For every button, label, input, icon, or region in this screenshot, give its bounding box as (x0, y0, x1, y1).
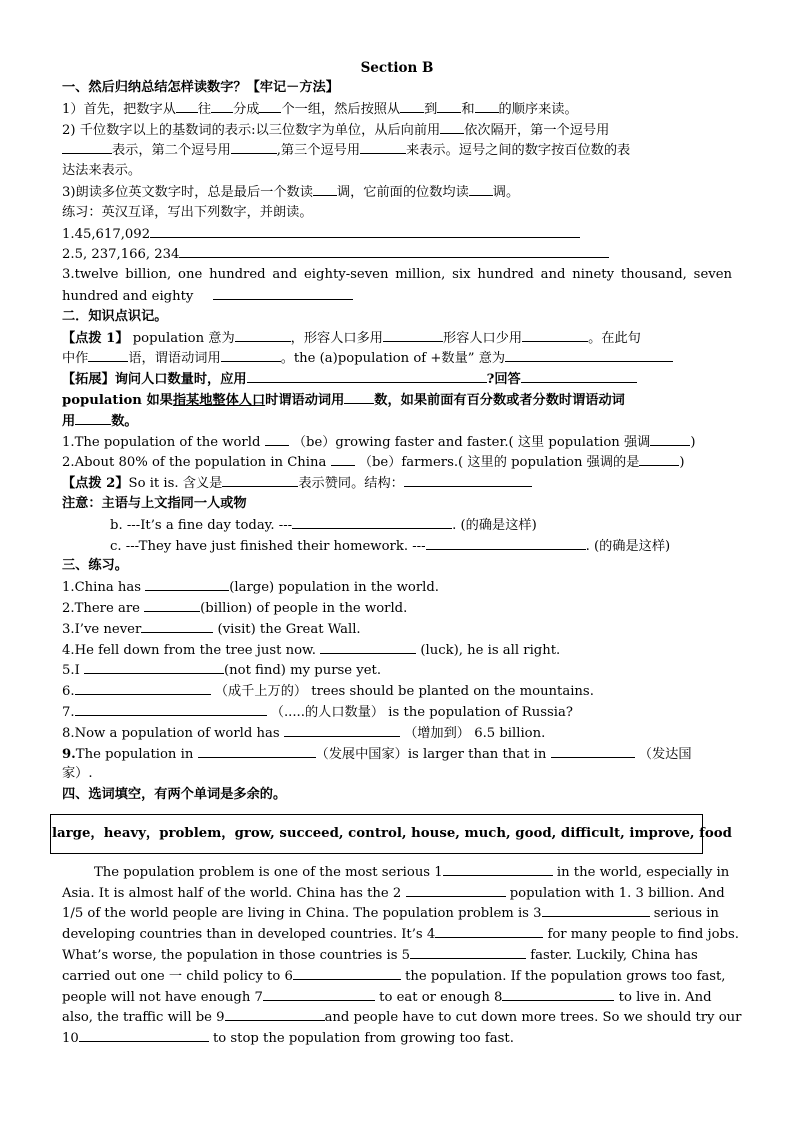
worksheet (52, 58, 742, 1049)
blank[interactable] (505, 348, 673, 362)
section-3-heading: 三、练习。 (62, 558, 128, 574)
method-line-2b: 表示，第二个逗号用 ,第三个逗号用 来表示。逗号之间的数字按百位数的表 (62, 140, 732, 161)
passage-line-2: Asia. It is almost half of the world. China has the 2 population with 1. 3 billion. And (62, 883, 732, 904)
blank[interactable] (344, 390, 374, 404)
blank[interactable] (293, 966, 401, 980)
blank[interactable] (639, 452, 679, 466)
note-line: 注意：主语与上文指同一人或物 (62, 495, 247, 511)
blank[interactable] (426, 536, 586, 550)
blank[interactable] (225, 1007, 325, 1021)
practice-instruction: 练习：英汉互译，写出下列数字，并朗读。 (62, 204, 313, 220)
blank[interactable] (263, 987, 375, 1001)
blank[interactable] (521, 369, 637, 383)
blank[interactable] (235, 328, 291, 342)
blank[interactable] (75, 681, 211, 695)
section-4-heading: 四、选词填空，有两个单词是多余的。 (62, 787, 287, 803)
blank[interactable] (221, 348, 281, 362)
practice-q2: 2.5, 237,166, 234 (62, 244, 732, 265)
blank[interactable] (404, 473, 532, 487)
passage-line-6: carried out one 一 child policy to 6 the population. If the population grows too fast, (62, 966, 732, 987)
passage-line-3: 1/5 of the world people are living in China. The population problem is 3 serious in (62, 903, 732, 924)
example-2: 2.About 80% of the population in China （be）farmers.( 这里的 population 强调的是 ) (62, 452, 732, 473)
blank[interactable] (435, 924, 543, 938)
blank[interactable] (198, 744, 316, 758)
blank[interactable] (331, 452, 355, 466)
blank[interactable] (144, 598, 200, 612)
answer-line[interactable] (179, 244, 609, 258)
blank[interactable] (231, 140, 277, 154)
blank[interactable] (313, 182, 337, 196)
exercise-5: 5.I (not find) my purse yet. (62, 660, 732, 681)
blank[interactable] (88, 348, 128, 362)
exercise-9b: 家）. (62, 766, 93, 782)
page-title: Section B (360, 60, 434, 76)
blank[interactable] (551, 744, 635, 758)
blank[interactable] (320, 640, 416, 654)
blank[interactable] (410, 945, 526, 959)
blank[interactable] (475, 99, 499, 113)
passage-line-5: What’s worse, the population in those countries is 5 faster. Luckily, China has (62, 945, 732, 966)
exercise-1: 1.China has (large) population in the world. (62, 577, 732, 598)
extension-line-2: population 如果指某地整体人口时谓语动词用 数，如果前面有百分数或者分数时谓语动词 (62, 390, 732, 411)
exercise-3: 3.I’ve never (visit) the Great Wall. (62, 619, 732, 640)
blank[interactable] (406, 883, 506, 897)
blank[interactable] (469, 182, 493, 196)
exercise-8: 8.Now a population of world has （增加到） 6.5 billion. (62, 723, 732, 744)
word-bank: large，heavy，problem，grow, succeed, control, house, much, good, difficult, improve, food (50, 814, 703, 854)
blank[interactable] (84, 660, 224, 674)
example-1: 1.The population of the world （be）growing faster and faster.( 这里 population 强调 ) (62, 432, 732, 453)
passage-line-9: 10 to stop the population from growing too fast. (62, 1028, 732, 1049)
blank[interactable] (542, 903, 650, 917)
blank[interactable] (292, 515, 452, 529)
blank[interactable] (383, 328, 443, 342)
blank[interactable] (79, 1028, 209, 1042)
section-2-heading: 二．知识点识记。 (62, 308, 168, 324)
blank[interactable] (650, 432, 690, 446)
note-example-c: c. ---They have just finished their homework. --- . (的确是这样) (62, 536, 732, 557)
tip1-line-2: 中作 语，谓语动词用 。the (a)population of +数量” 意为 (62, 348, 732, 369)
tip1-line-1: 【点拨 1】 population 意为 ，形容人口多用 形容人口少用 。在此句 (62, 328, 732, 349)
method-line-2c: 达法来表示。 (62, 163, 142, 179)
answer-line[interactable] (150, 224, 580, 238)
blank[interactable] (265, 432, 289, 446)
exercise-7: 7. （.....的人口数量） is the population of Russia? (62, 702, 732, 723)
exercise-2: 2.There are (billion) of people in the world. (62, 598, 732, 619)
exercise-4: 4.He fell down from the tree just now. (luck), he is all right. (62, 640, 732, 661)
blank[interactable] (141, 619, 213, 633)
blank[interactable] (437, 99, 461, 113)
section-1-heading: 一、然后归纳总结怎样读数字？【牢记－方法】 (62, 80, 339, 95)
blank[interactable] (62, 140, 112, 154)
blank[interactable] (145, 577, 229, 591)
extension-line-1: 【拓展】询问人口数量时，应用 ?回答 (62, 369, 732, 390)
blank[interactable] (176, 99, 198, 113)
extension-line-3: 用 数。 (62, 411, 732, 432)
practice-q3: 3.twelve billion, one hundred and eighty-seven million, six hundred and ninety thousand, seven (62, 267, 732, 283)
method-line-3: 3)朗读多位英文数字时，总是最后一个数读 调，它前面的位数均读 调。 (62, 182, 732, 203)
blank[interactable] (75, 411, 111, 425)
method-line-2: 2) 千位数字以上的基数词的表示:以三位数字为单位，从后向前用 依次隔开，第一个逗号用 (62, 120, 732, 141)
method-line-1: 1）首先，把数字从 往 分成 个一组，然后按照从 到 和 的顺序来读。 (62, 99, 732, 120)
blank[interactable] (443, 862, 553, 876)
blank[interactable] (222, 473, 298, 487)
practice-q1: 1.45,617,092 (62, 224, 732, 245)
answer-line[interactable] (213, 286, 353, 300)
blank[interactable] (360, 140, 406, 154)
blank[interactable] (440, 120, 464, 134)
blank[interactable] (502, 987, 614, 1001)
passage-line-8: also, the traffic will be 9 and people have to cut down more trees. So we should try our (62, 1007, 732, 1028)
exercise-6: 6. （成千上万的） trees should be planted on the mountains. (62, 681, 732, 702)
passage-line-1: The population problem is one of the most serious 1 in the world, especially in (62, 862, 732, 883)
practice-q3b: hundred and eighty (62, 286, 732, 307)
blank[interactable] (284, 723, 400, 737)
blank[interactable] (211, 99, 233, 113)
blank[interactable] (259, 99, 281, 113)
blank[interactable] (75, 702, 267, 716)
blank[interactable] (522, 328, 588, 342)
blank[interactable] (400, 99, 424, 113)
blank[interactable] (247, 369, 487, 383)
note-example-b: b. ---It’s a fine day today. --- . (的确是这样) (62, 515, 732, 536)
passage-line-4: developing countries than in developed countries. It’s 4 for many people to find jobs. (62, 924, 732, 945)
passage-line-7: people will not have enough 7 to eat or enough 8 to live in. And (62, 987, 732, 1008)
tip2-line: 【点拨 2】So it is. 含义是 表示赞同。结构： (62, 473, 732, 494)
exercise-9: 9.The population in （发展中国家）is larger than that in （发达国 (62, 744, 732, 765)
